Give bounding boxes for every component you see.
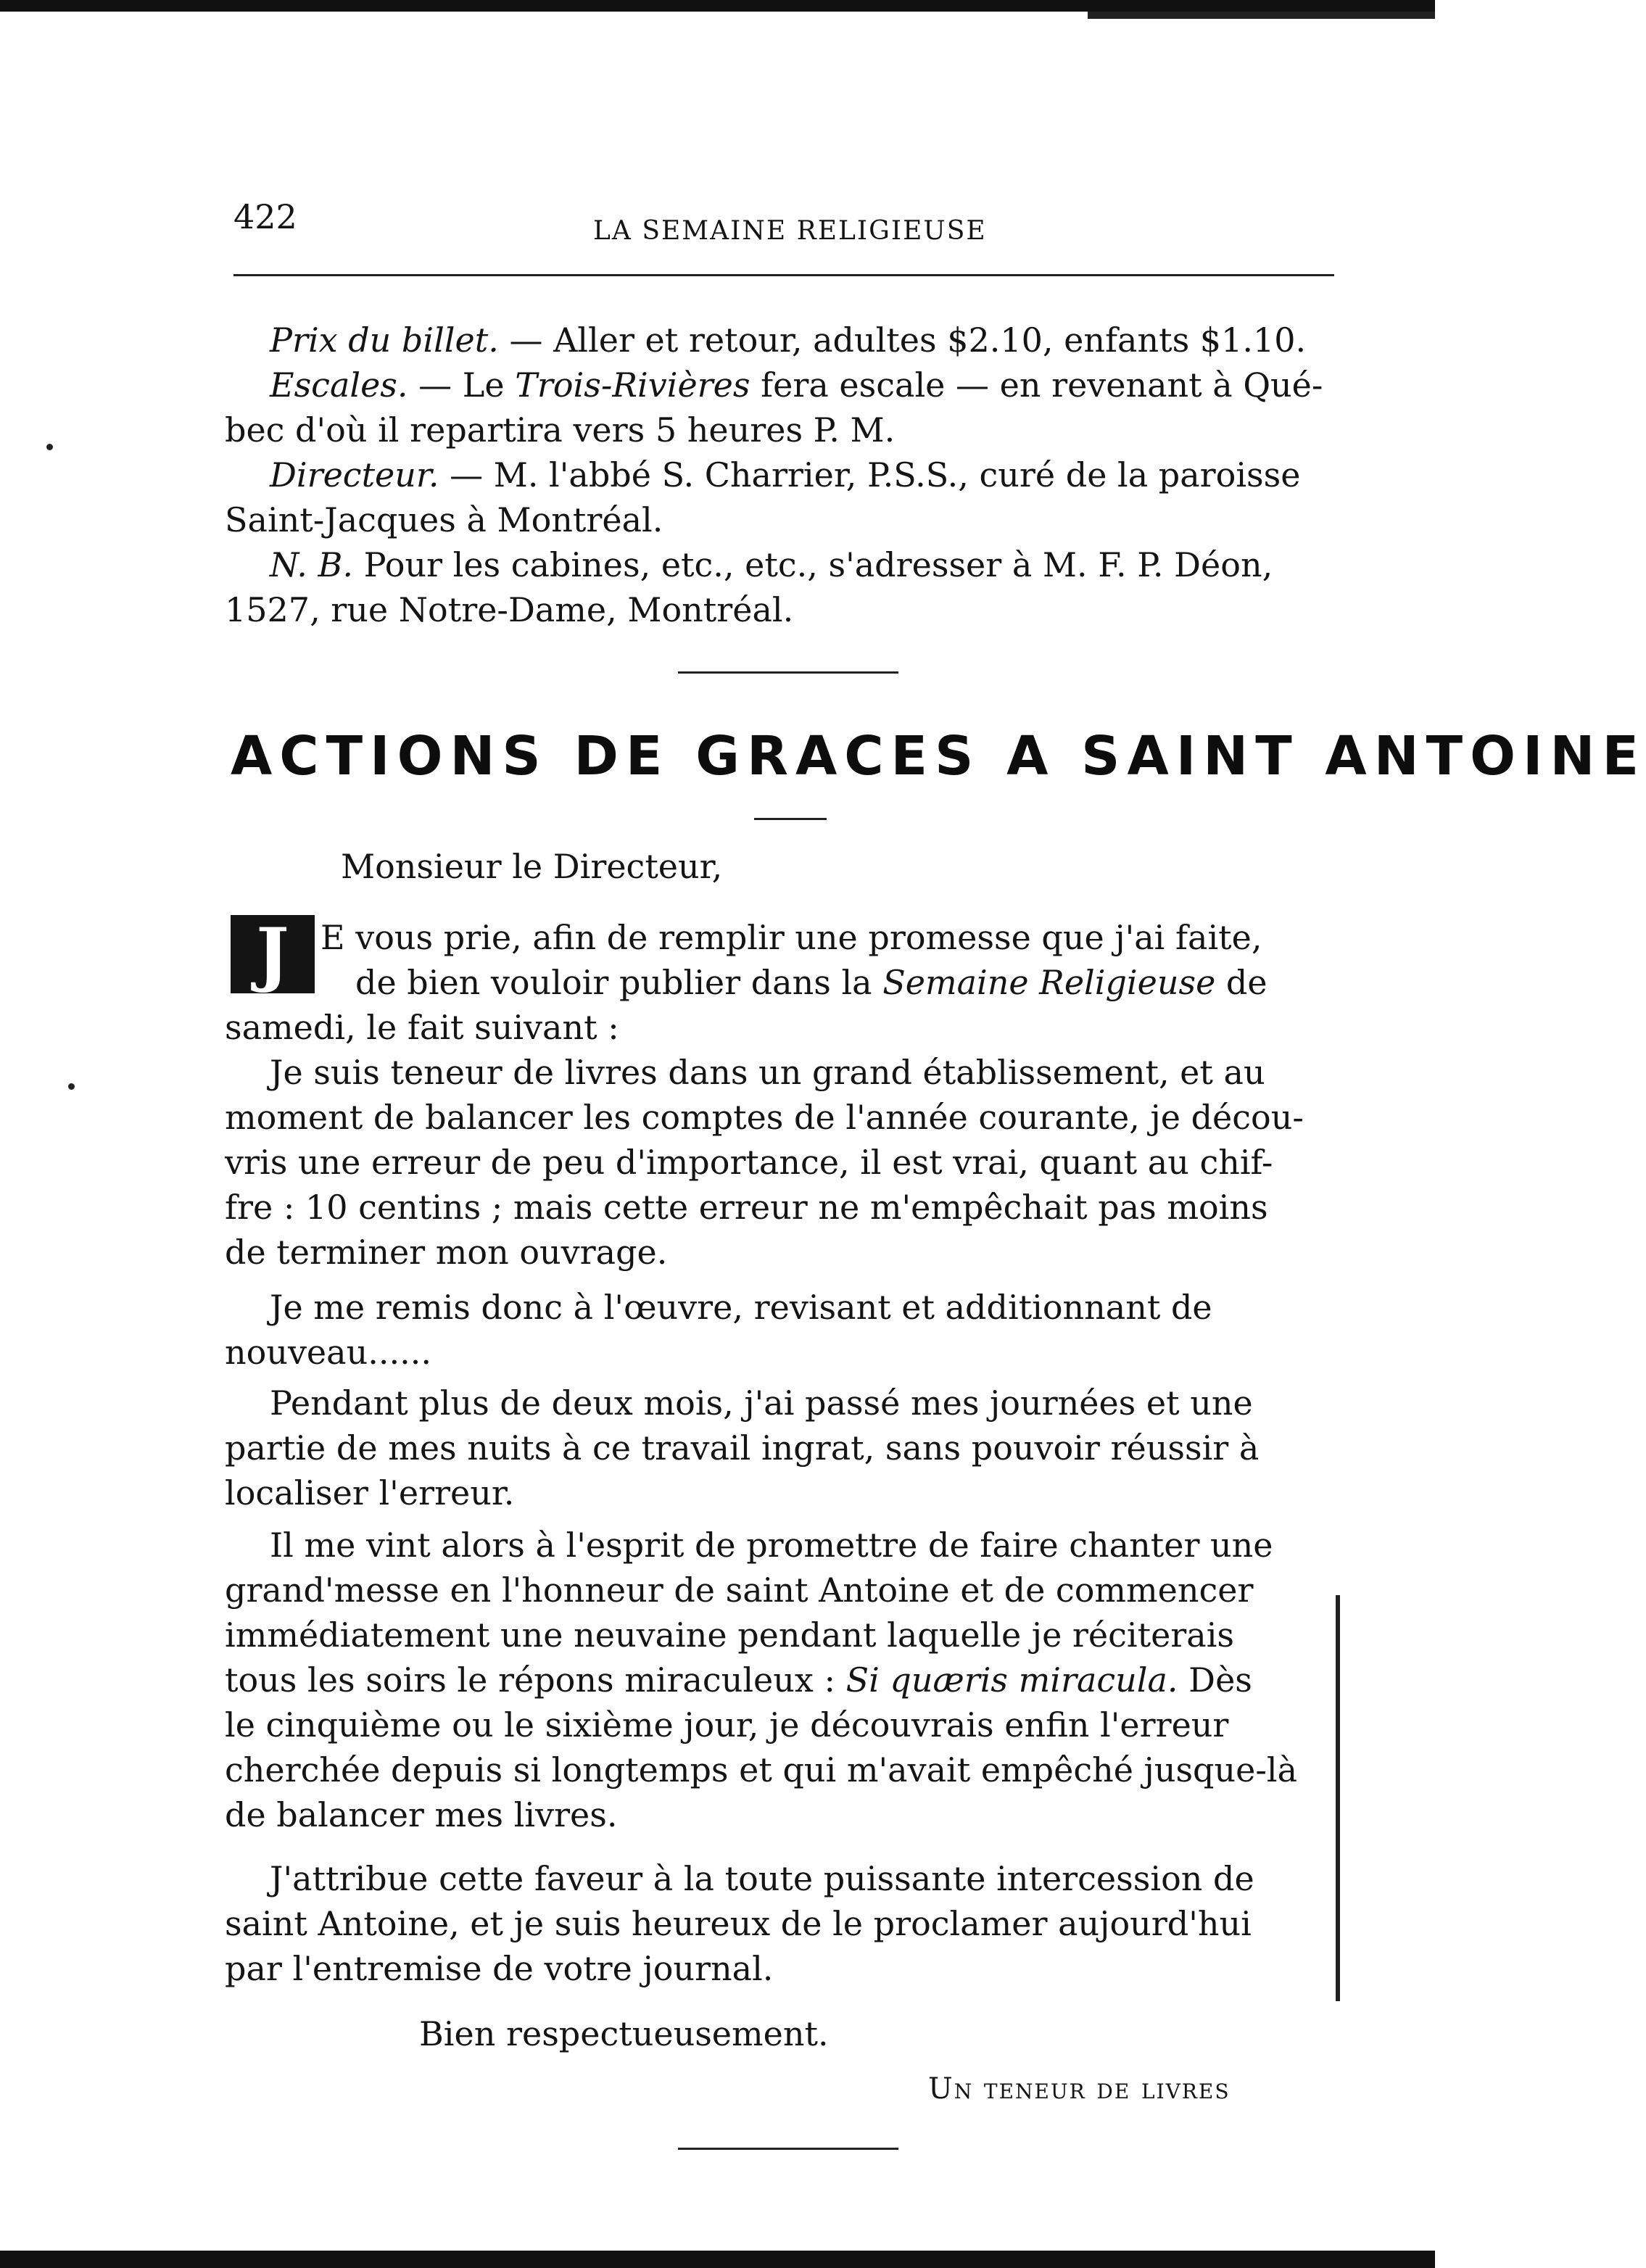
p5-line3: immédiatement une neuvaine pendant laquelle je réciterais — [225, 1615, 1235, 1655]
p5-line4-b: Dès — [1178, 1660, 1252, 1700]
stops-mid: — Le — [408, 365, 516, 405]
stops-ship: Trois-Rivières — [515, 365, 750, 405]
notice-director — [225, 452, 1341, 542]
p1-line1: E vous prie, afin de remplir une promesse que j'ai faite, — [320, 918, 1262, 957]
signoff: Bien respectueusement. — [419, 2014, 829, 2053]
end-divider — [678, 2148, 898, 2150]
p5-line6: cherchée depuis si longtemps et qui m'avait empêché jusque-là — [225, 1750, 1298, 1789]
p1-line2-a: de bien vouloir publier dans la — [355, 963, 883, 1002]
p6-line: saint Antoine, et je suis heureux de le proclamer aujourd'hui — [225, 1904, 1252, 1943]
p2-line: moment de balancer les comptes de l'année courante, je décou- — [225, 1098, 1304, 1137]
director-line2: Saint-Jacques à Montréal. — [225, 500, 663, 539]
salutation: Monsieur le Directeur, — [341, 847, 723, 886]
p5-line4-a: tous les soirs le répons miraculeux : — [225, 1660, 846, 1700]
page-number: 422 — [233, 197, 297, 236]
notice-price — [225, 318, 1341, 363]
p1-line3: samedi, le fait suivant : — [225, 1008, 619, 1047]
article-title: ACTIONS DE GRACES A SAINT ANTOINE — [231, 725, 1646, 787]
scan-speck — [46, 444, 53, 450]
director-label: Directeur. — [270, 455, 439, 494]
scan-top-border — [0, 0, 1435, 12]
paragraph-4 — [225, 1381, 1341, 1515]
nb-line2: 1527, rue Notre-Dame, Montréal. — [225, 590, 794, 629]
stops-line2: bec d'où il repartira vers 5 heures P. M. — [225, 410, 896, 450]
p6-line: J'attribue cette faveur à la toute puissante intercession de — [270, 1859, 1254, 1898]
p4-line: localiser l'erreur. — [225, 1473, 515, 1512]
p5-line1: Il me vint alors à l'esprit de promettre de faire chanter une — [270, 1526, 1273, 1565]
publication-name: Semaine Religieuse — [882, 963, 1216, 1002]
p1-line2-b: de — [1215, 963, 1267, 1002]
nb-line1: Pour les cabines, etc., etc., s'adresser à M. F. P. Déon, — [352, 545, 1273, 584]
p3-line: Je me remis donc à l'œuvre, revisant et additionnant de — [270, 1288, 1212, 1327]
signature: Un teneur de livres — [928, 2072, 1231, 2106]
header-rule — [233, 274, 1334, 276]
p3-line: nouveau...... — [225, 1333, 431, 1372]
paragraph-1 — [225, 915, 1341, 1050]
paragraph-2 — [225, 1050, 1341, 1275]
latin-response: Si quæris miracula. — [845, 1660, 1178, 1700]
p2-line: fre : 10 centins ; mais cette erreur ne m'empêchait pas moins — [225, 1188, 1268, 1227]
scan-top-border-tail — [1088, 12, 1435, 19]
nb-label: N. B. — [270, 545, 353, 584]
notice-nb — [225, 542, 1341, 632]
running-head: LA SEMAINE RELIGIEUSE — [593, 216, 987, 246]
price-text: — Aller et retour, adultes $2.10, enfants $1.10. — [498, 320, 1307, 360]
p5-line2: grand'messe en l'honneur de saint Antoine et de commencer — [225, 1570, 1254, 1610]
p5-line7: de balancer mes livres. — [225, 1795, 618, 1834]
p5-line5: le cinquième ou le sixième jour, je découvrais enfin l'erreur — [225, 1705, 1229, 1745]
scan-bottom-border — [0, 2251, 1435, 2268]
director-line1: — M. l'abbé S. Charrier, P.S.S., curé de la paroisse — [439, 455, 1301, 494]
price-label: Prix du billet. — [270, 320, 499, 360]
p2-line: Je suis teneur de livres dans un grand établissement, et au — [270, 1053, 1265, 1092]
p4-line: partie de mes nuits à ce travail ingrat, sans pouvoir réussir à — [225, 1428, 1260, 1468]
stops-label: Escales. — [270, 365, 408, 405]
p6-line: par l'entremise de votre journal. — [225, 1949, 774, 1988]
paragraph-5 — [225, 1523, 1341, 1837]
title-underline — [754, 818, 827, 820]
paragraph-3 — [225, 1285, 1341, 1375]
paragraph-6 — [225, 1856, 1341, 1991]
p2-line: vris une erreur de peu d'importance, il est vrai, quant au chif- — [225, 1143, 1273, 1182]
p4-line: Pendant plus de deux mois, j'ai passé mes journées et une — [270, 1383, 1253, 1423]
scan-speck — [68, 1083, 75, 1090]
p2-line: de terminer mon ouvrage. — [225, 1233, 668, 1272]
stops-line1-end: fera escale — en revenant à Qué- — [750, 365, 1323, 405]
section-divider — [678, 671, 898, 674]
notice-stops — [225, 363, 1341, 452]
drop-cap: J — [231, 915, 315, 993]
